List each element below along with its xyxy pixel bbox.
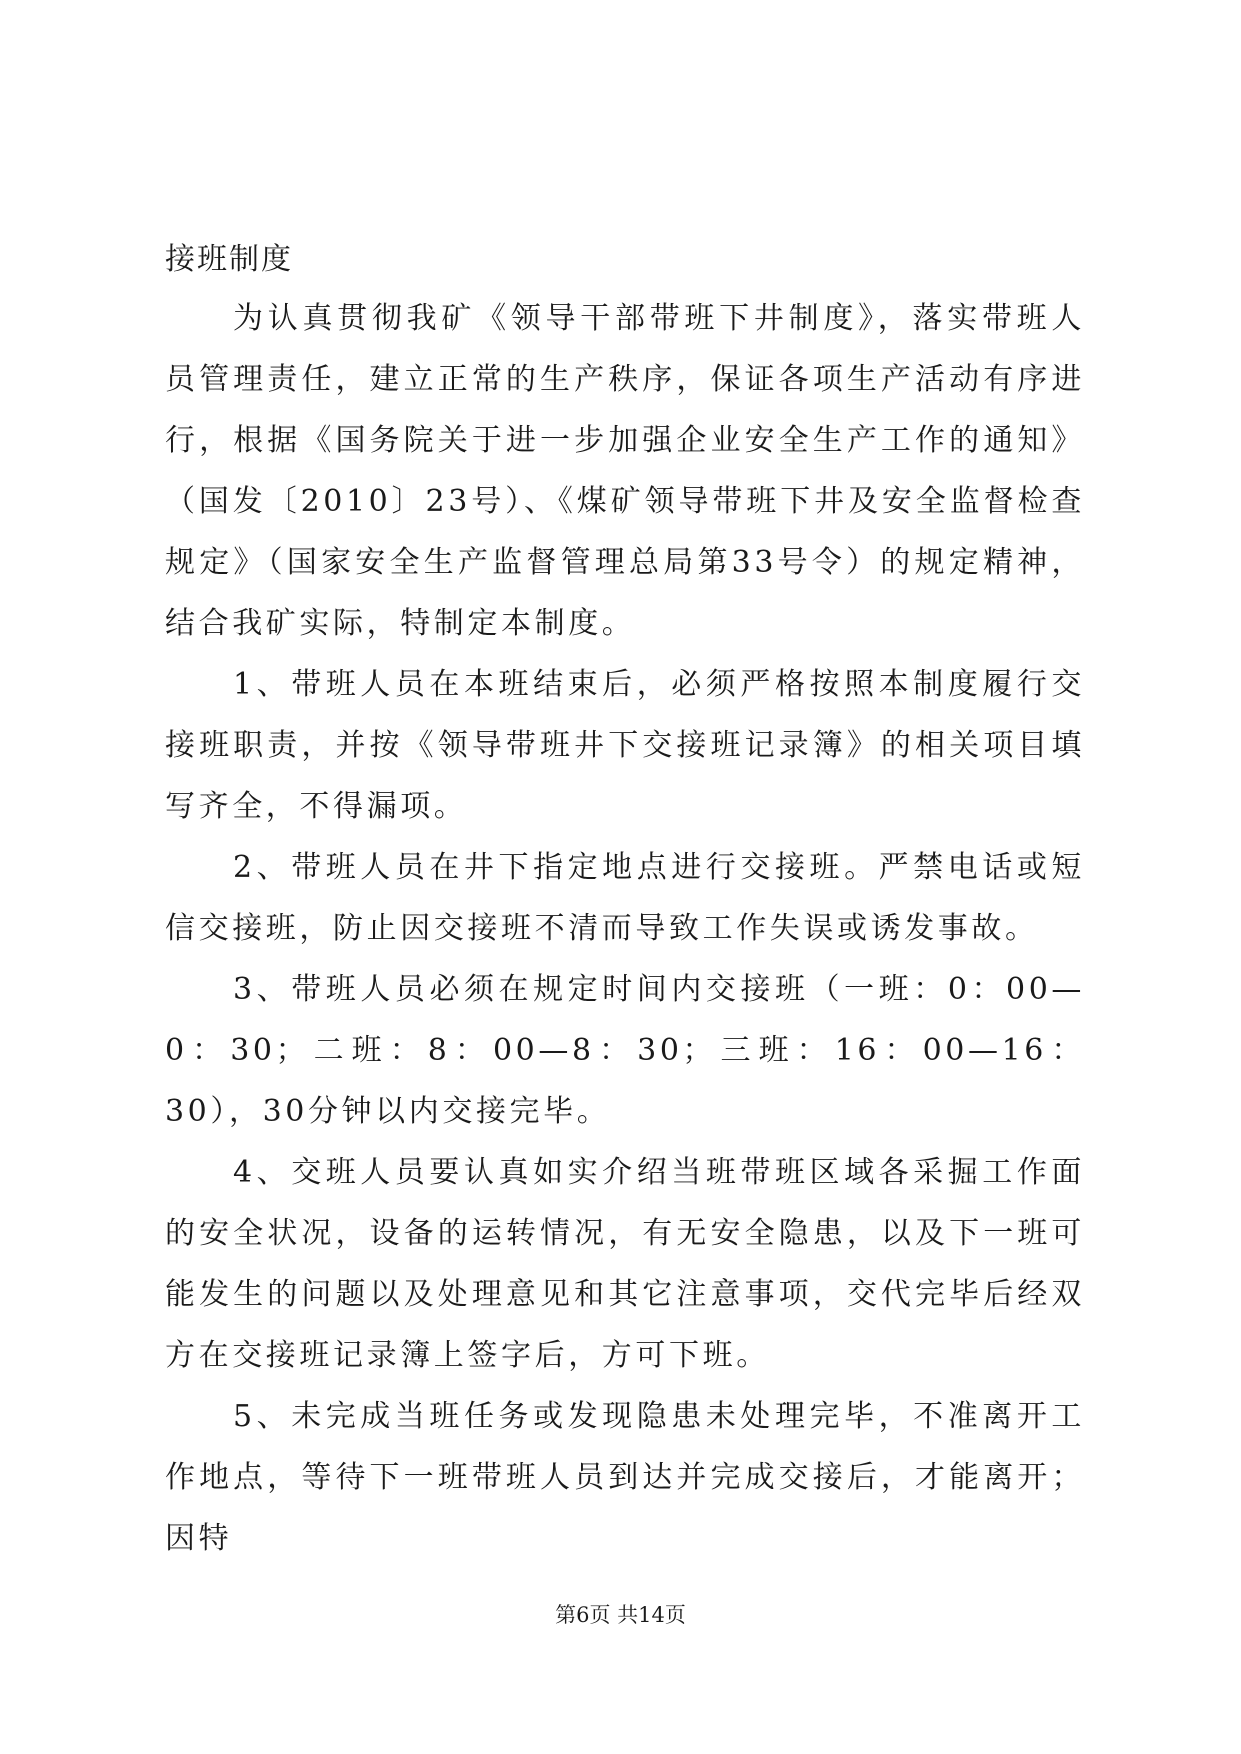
rule-paragraph-4: 4、交班人员要认真如实介绍当班带班区域各采掘工作面的安全状况，设备的运转情况，有无安全隐患，以及下一班可能发生的问题以及处理意见和其它注意事项，交代完毕后经双方在交接班记录簿上签字后，方可下班。	[165, 1155, 1085, 1373]
section-heading: 接班制度	[165, 242, 293, 277]
intro-paragraph: 为认真贯彻我矿《领导干部带班下井制度》，落实带班人员管理责任，建立正常的生产秩序，保证各项生产活动有序进行，根据《国务院关于进一步加强企业安全生产工作的通知》（国发〔2010〕23号）、《煤矿领导带班下井及安全监督检查规定》（国家安全生产监督管理总局第33号令）的规定精神，结合我矿实际，特制定本制度。	[165, 301, 1085, 641]
rule-paragraph-5: 5、未完成当班任务或发现隐患未处理完毕，不准离开工作地点，等待下一班带班人员到达并完成交接后，才能离开；因特	[165, 1399, 1085, 1556]
rule-paragraph-2: 2、带班人员在井下指定地点进行交接班。严禁电话或短信交接班，防止因交接班不清而导致工作失误或诱发事故。	[165, 850, 1085, 946]
page-number-footer: 第6页 共14页	[555, 1603, 686, 1627]
rule-paragraph-1: 1、带班人员在本班结束后，必须严格按照本制度履行交接班职责，并按《领导带班井下交接班记录簿》的相关项目填写齐全，不得漏项。	[165, 667, 1085, 824]
rule-paragraph-3: 3、带班人员必须在规定时间内交接班（一班：0：00—0：30；二班：8：00—8：30；三班：16：00—16：30），30分钟以内交接完毕。	[165, 972, 1085, 1129]
document-body	[165, 232, 1085, 1569]
